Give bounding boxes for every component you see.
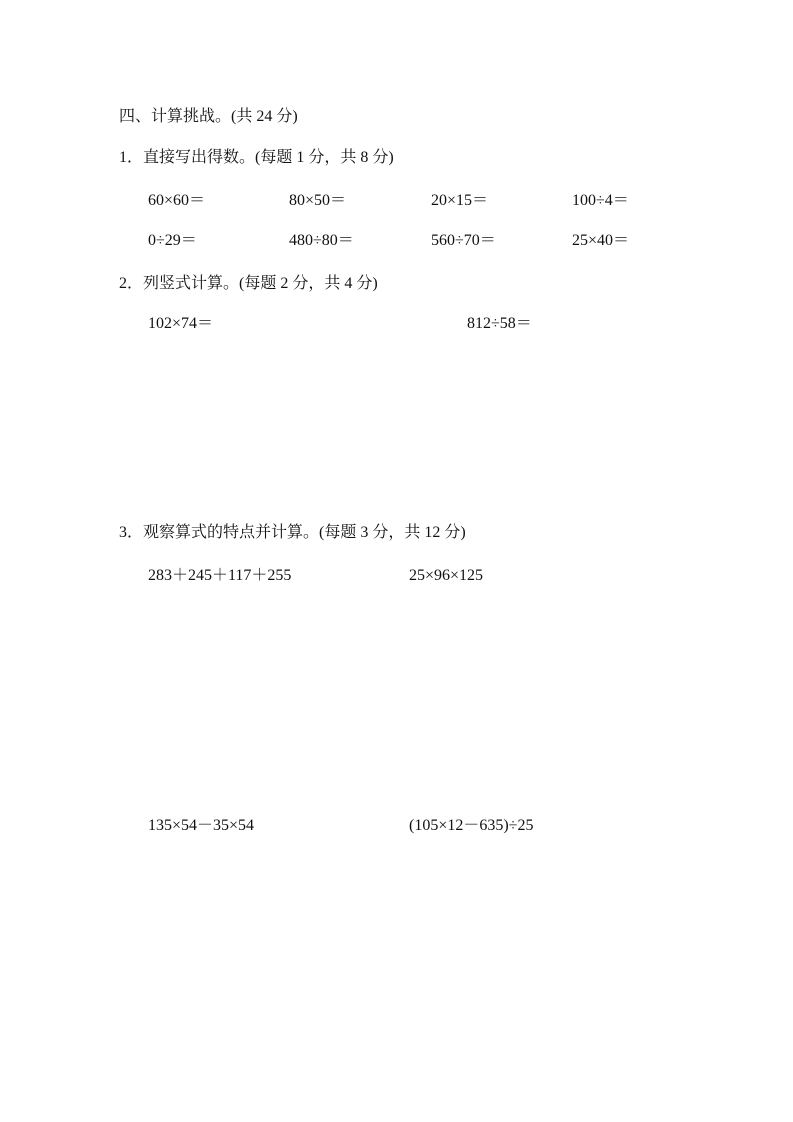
problem-item: 20×15＝ (431, 192, 489, 209)
question-1-row-1 (148, 191, 668, 211)
vertical-calc-problem: 812÷58＝ (467, 315, 532, 332)
problem-item: 0÷29＝ (148, 232, 197, 249)
question-3-title: 3．观察算式的特点并计算。(每题 3 分，共 12 分) (119, 524, 466, 541)
question-2-title: 2．列竖式计算。(每题 2 分，共 4 分) (119, 275, 378, 292)
problem-item: 480÷80＝ (289, 232, 354, 249)
section-title: 四、计算挑战。(共 24 分) (119, 108, 298, 125)
simplify-calc-problem: 25×96×125 (409, 567, 484, 584)
problem-item: 80×50＝ (289, 192, 347, 209)
simplify-calc-problem: 283＋245＋117＋255 (148, 567, 292, 584)
simplify-calc-problem: 135×54－35×54 (148, 817, 255, 834)
vertical-calc-problem: 102×74＝ (148, 315, 214, 332)
problem-item: 560÷70＝ (431, 232, 496, 249)
problem-item: 100÷4＝ (572, 192, 629, 209)
simplify-calc-problem: (105×12－635)÷25 (409, 817, 534, 834)
question-1-row-2 (148, 231, 668, 251)
problem-item: 25×40＝ (572, 232, 630, 249)
question-1-title: 1．直接写出得数。(每题 1 分，共 8 分) (119, 149, 394, 166)
problem-item: 60×60＝ (148, 192, 206, 209)
